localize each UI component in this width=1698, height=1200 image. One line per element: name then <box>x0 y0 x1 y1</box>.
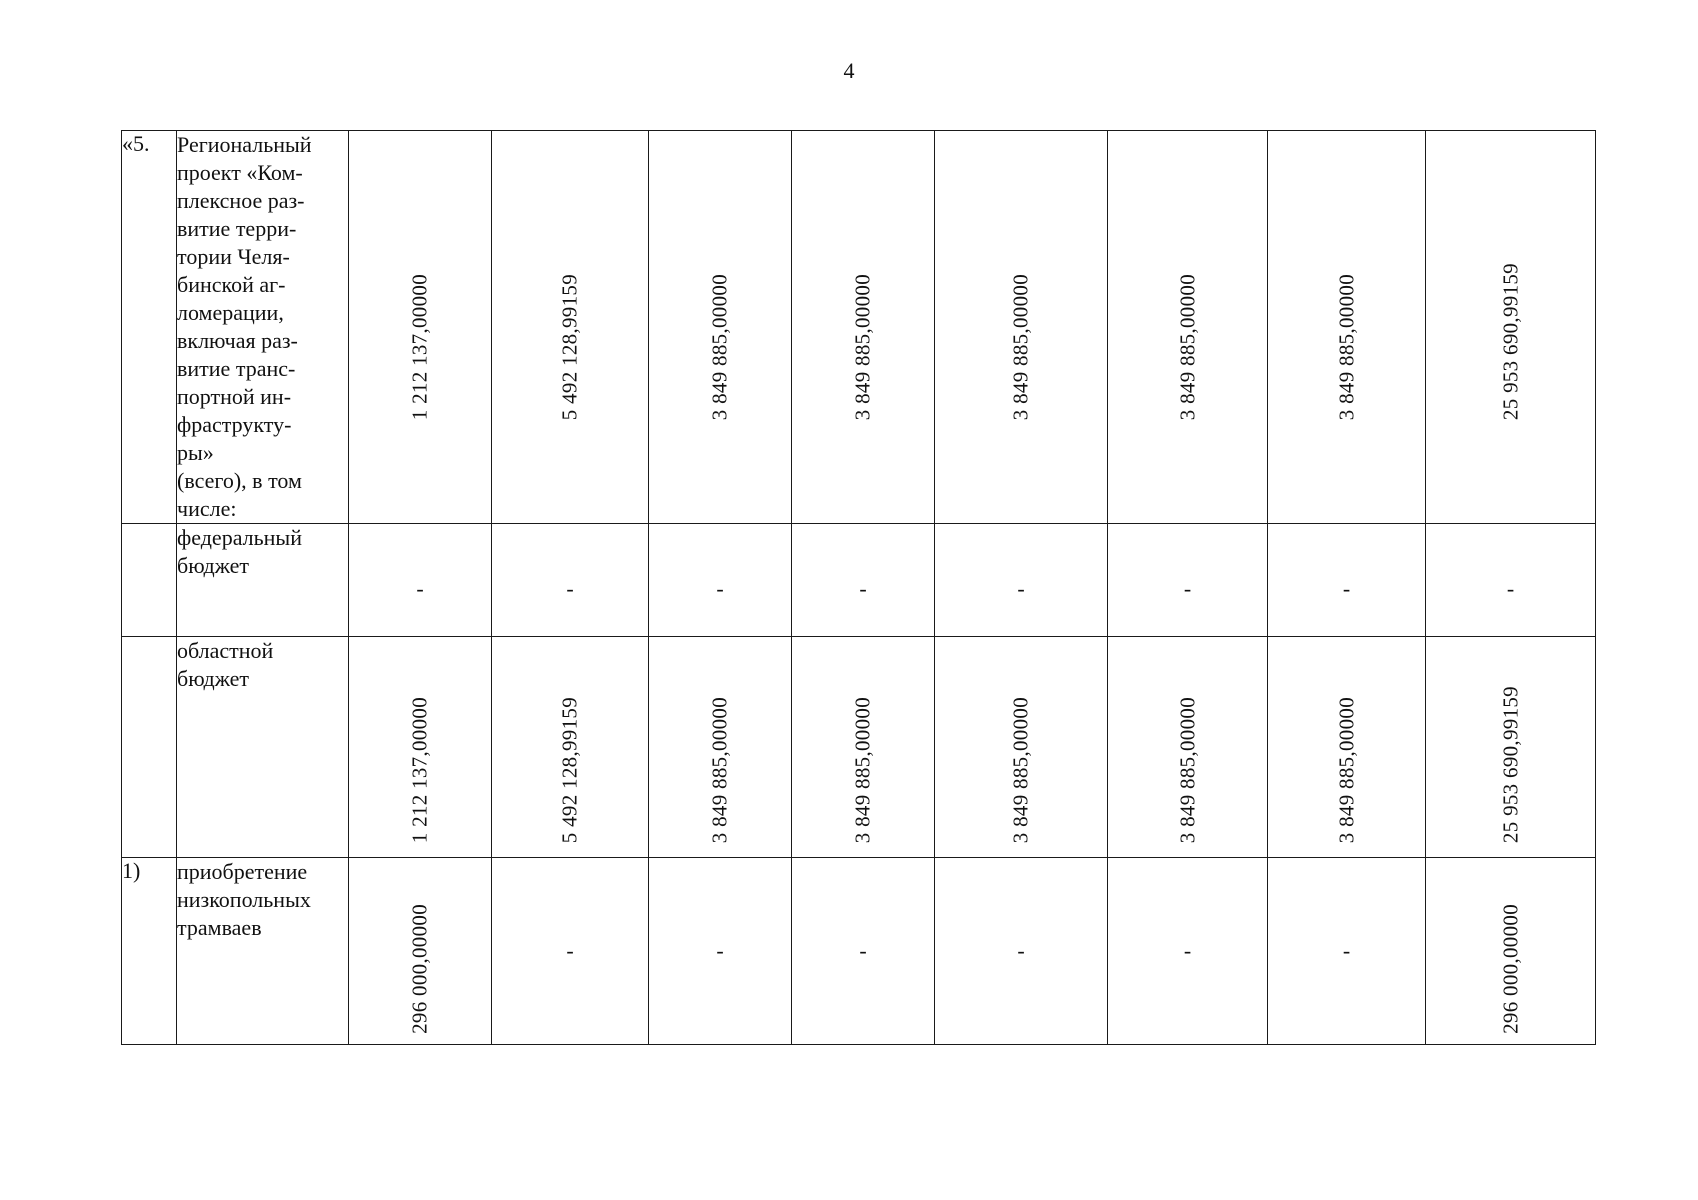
value-cell <box>349 637 492 858</box>
value-cell <box>1426 131 1596 524</box>
value-text: - <box>1342 575 1351 601</box>
value-text: 3 849 885,00000 <box>850 696 875 843</box>
value-cell <box>792 131 935 524</box>
label-line: витие терри- <box>177 216 297 241</box>
value-text: 25 953 690,99159 <box>1498 262 1522 420</box>
value-cell <box>492 524 649 637</box>
row-label <box>177 858 349 1045</box>
value-cell <box>935 524 1108 637</box>
value-text: 3 849 885,00000 <box>707 273 732 420</box>
value-text: 1 212 137,00000 <box>407 273 432 420</box>
value-cell <box>1268 637 1426 858</box>
value-cell <box>935 858 1108 1045</box>
label-line: включая раз- <box>177 328 298 353</box>
value-cell <box>1108 524 1268 637</box>
label-line: бюджет <box>177 666 249 691</box>
value-text: - <box>859 938 867 963</box>
value-text: 3 849 885,00000 <box>707 696 732 843</box>
value-cell <box>1426 858 1596 1045</box>
value-text: 3 849 885,00000 <box>850 273 875 420</box>
value-cell <box>492 858 649 1045</box>
value-cell <box>935 637 1108 858</box>
value-cell <box>349 524 492 637</box>
value-text: - <box>1506 575 1515 601</box>
value-cell <box>492 637 649 858</box>
label-line: трамваев <box>177 915 262 940</box>
value-text: 3 849 885,00000 <box>1175 696 1199 843</box>
value-cell <box>1108 637 1268 858</box>
table-row <box>122 858 1596 1045</box>
row-label <box>177 524 349 637</box>
value-cell <box>792 524 935 637</box>
label-line: тории Челя- <box>177 244 290 269</box>
label-line: областной <box>177 638 274 663</box>
value-text: - <box>1017 938 1025 963</box>
value-cell <box>1268 524 1426 637</box>
value-cell <box>349 131 492 524</box>
value-text: 3 849 885,00000 <box>1008 273 1033 420</box>
value-text: - <box>1342 938 1351 963</box>
row-label <box>177 637 349 858</box>
label-line: числе: <box>177 496 237 521</box>
value-text: - <box>1183 575 1192 601</box>
value-cell <box>1108 858 1268 1045</box>
label-line: бюджет <box>177 553 249 578</box>
label-line: портной ин- <box>177 384 292 409</box>
row-number: 1) <box>122 858 177 1045</box>
value-text: - <box>566 938 574 963</box>
label-line: приобретение <box>177 859 308 884</box>
value-text: 5 492 128,99159 <box>557 696 582 843</box>
value-cell <box>649 131 792 524</box>
value-cell <box>1108 131 1268 524</box>
value-cell <box>792 637 935 858</box>
label-line: федеральный <box>177 525 302 550</box>
label-line: плексное раз- <box>177 188 305 213</box>
label-line: проект «Ком- <box>177 160 303 185</box>
row-label <box>177 131 349 524</box>
label-line: ломерации, <box>177 300 284 325</box>
table-row <box>122 524 1596 637</box>
value-cell <box>1426 524 1596 637</box>
value-text: 296 000,00000 <box>1498 904 1522 1034</box>
label-line: бинской аг- <box>177 272 286 297</box>
value-text: - <box>716 575 724 601</box>
value-cell <box>649 637 792 858</box>
value-text: - <box>566 575 574 601</box>
value-cell <box>935 131 1108 524</box>
value-cell <box>1268 131 1426 524</box>
budget-table <box>121 130 1596 1045</box>
value-cell <box>649 524 792 637</box>
value-text: - <box>716 938 724 963</box>
value-cell <box>1268 858 1426 1045</box>
value-text: 5 492 128,99159 <box>557 273 582 420</box>
page-number: 4 <box>843 58 855 83</box>
value-cell <box>649 858 792 1045</box>
value-cell <box>1426 637 1596 858</box>
value-text: - <box>859 575 867 601</box>
label-line: ры» <box>177 440 214 465</box>
value-cell <box>492 131 649 524</box>
value-text: - <box>416 575 424 601</box>
table-row <box>122 637 1596 858</box>
label-line: Региональный <box>177 132 312 157</box>
value-cell <box>792 858 935 1045</box>
value-cell <box>349 858 492 1045</box>
value-text: 3 849 885,00000 <box>1175 273 1199 420</box>
value-text: 3 849 885,00000 <box>1008 696 1033 843</box>
label-line: фраструкту- <box>177 412 292 437</box>
value-text: 296 000,00000 <box>407 904 432 1034</box>
label-line: (всего), в том <box>177 468 302 493</box>
value-text: - <box>1017 575 1025 601</box>
label-line: низкопольных <box>177 887 311 912</box>
row-number <box>122 524 177 637</box>
value-text: 1 212 137,00000 <box>407 696 432 843</box>
row-number <box>122 637 177 858</box>
value-text: 3 849 885,00000 <box>1334 273 1358 420</box>
value-text: 3 849 885,00000 <box>1334 696 1358 843</box>
row-number: «5. <box>122 131 177 524</box>
value-text: - <box>1183 938 1192 963</box>
table-row <box>122 131 1596 524</box>
label-line: витие транс- <box>177 356 296 381</box>
value-text: 25 953 690,99159 <box>1498 685 1522 843</box>
